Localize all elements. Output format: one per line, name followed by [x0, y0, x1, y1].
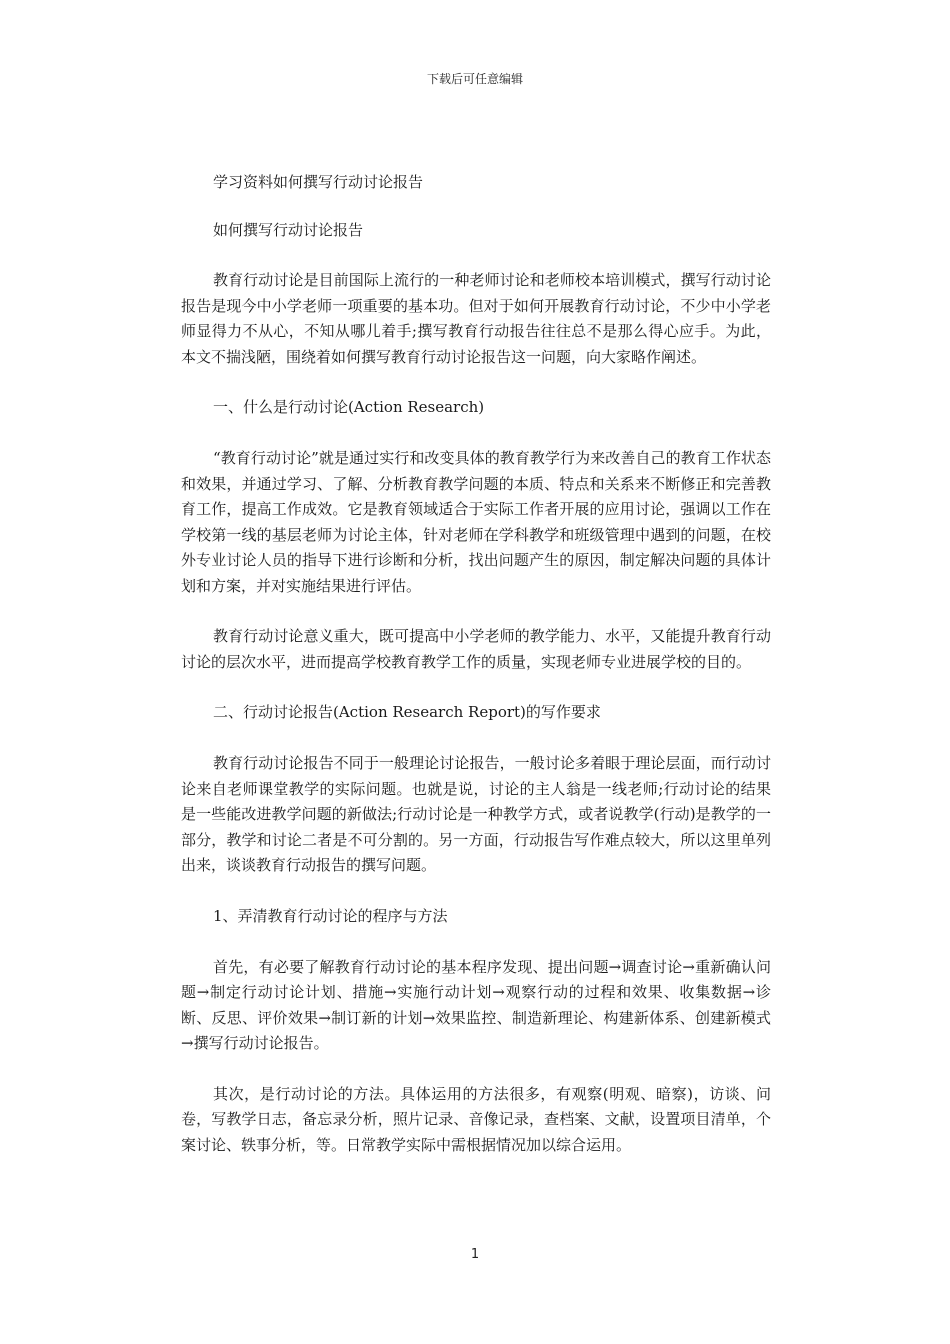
methods-paragraph: 其次，是行动讨论的方法。具体运用的方法很多，有观察(明观、暗察)，访谈、问卷，写教学日志，备忘录分析，照片记录、音像记录，查档案、文献，设置项目清单，个案讨论、轶事分析，等。日常教学实际中需根据情况加以综合运用。 [181, 1084, 771, 1154]
section-heading-1: 一、什么是行动讨论(Action Research) [213, 398, 485, 416]
procedure-paragraph: 首先，有必要了解教育行动讨论的基本程序发现、提出问题→调查讨论→重新确认问题→制定行动讨论计划、措施→实施行动计划→观察行动的过程和效果、收集数据→诊断、反思、评价效果→制订新的计划→效果监控、制造新理论、构建新体系、创建新模式→撰写行动讨论报告。 [181, 957, 771, 1052]
section-heading-2: 二、行动讨论报告(Action Research Report)的写作要求 [213, 703, 601, 721]
page-header: 下载后可任意编辑 [426, 72, 523, 86]
document-title: 学习资料如何撰写行动讨论报告 [213, 173, 424, 191]
significance-paragraph: 教育行动讨论意义重大，既可提高中小学老师的教学能力、水平，又能提升教育行动讨论的层次水平，进而提高学校教育教学工作的质量，实现老师专业进展学校的目的。 [181, 627, 771, 671]
document-body [181, 170, 771, 1183]
definition-paragraph: “教育行动讨论”就是通过实行和改变具体的教育教学行为来改善自己的教育工作状态和效果，并通过学习、了解、分析教育教学问题的本质、特点和关系来不断修正和完善教育工作，提高工作成效。它是教育领域适合于实际工作者开展的应用讨论，强调以工作在学校第一线的基层老师为讨论主体，针对老师在学科教学和班级管理中遇到的问题，在校外专业讨论人员的指导下进行诊断和分析，找出问题产生的原因，制定解决问题的具体计划和方案，并对实施结果进行评估。 [181, 449, 771, 595]
intro-paragraph: 教育行动讨论是目前国际上流行的一种老师讨论和老师校本培训模式，撰写行动讨论报告是现今中小学老师一项重要的基本功。但对于如何开展教育行动讨论，不少中小学老师显得力不从心，不知从哪儿着手;撰写教育行动报告往往总不是那么得心应手。为此，本文不揣浅陋，围绕着如何撰写教育行动讨论报告这一问题，向大家略作阐述。 [181, 271, 771, 366]
document-subtitle: 如何撰写行动讨论报告 [213, 221, 364, 239]
requirements-paragraph: 教育行动讨论报告不同于一般理论讨论报告，一般讨论多着眼于理论层面，而行动讨论来自老师课堂教学的实际问题。也就是说，讨论的主人翁是一线老师;行动讨论的结果是一些能改进教学问题的新做法;行动讨论是一种教学方式，或者说教学(行动)是教学的一部分，教学和讨论二者是不可分割的。另一方面，行动报告写作难点较大，所以这里单列出来，谈谈教育行动报告的撰写问题。 [181, 754, 771, 874]
subsection-heading-1: 1、弄清教育行动讨论的程序与方法 [213, 906, 448, 925]
page-number: 1 [470, 1247, 480, 1262]
